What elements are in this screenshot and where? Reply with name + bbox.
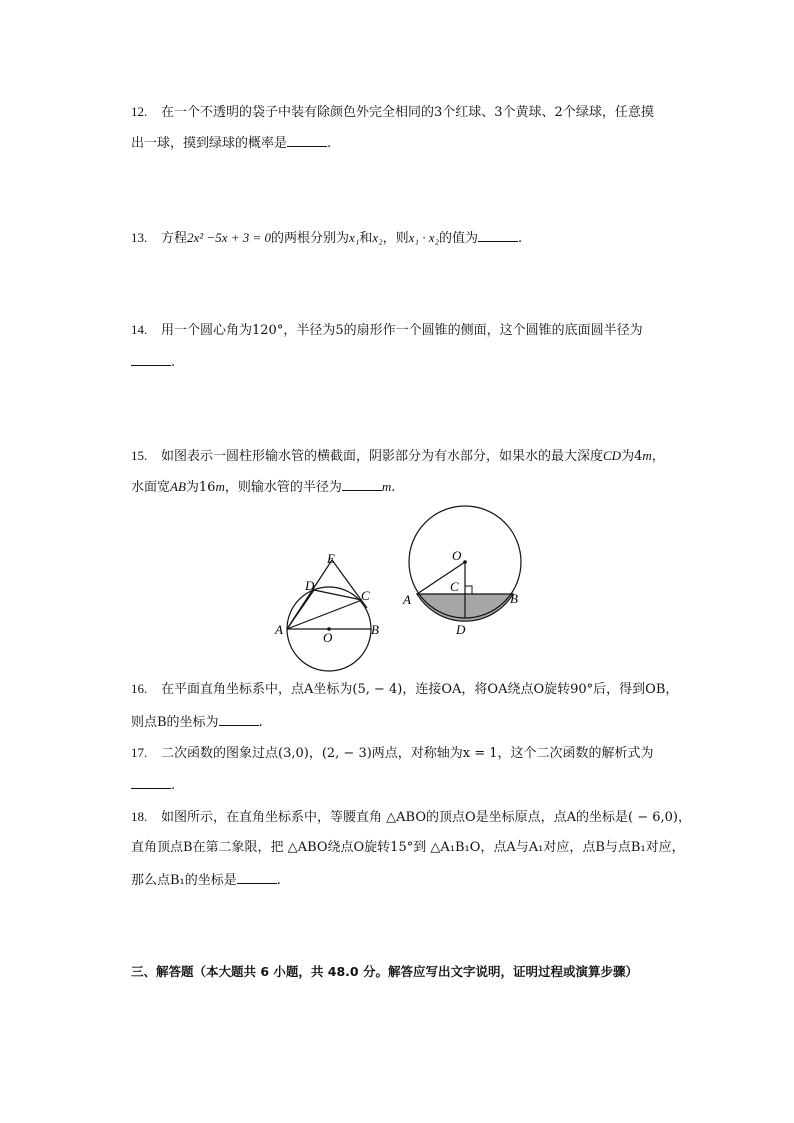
question-number: 13. [131,230,148,245]
period: . [171,778,176,793]
label-b: B [510,591,518,606]
question-text: ， [651,449,665,464]
section-heading: 三、解答题（本大题共 6 小题，共 48.0 分。解答应写出文字说明，证明过程或演算步骤） [131,964,638,979]
chord-ac [287,600,362,629]
unit-m: m [642,448,652,463]
question-14 [131,321,643,340]
unit-m: m [215,479,225,494]
question-text: 的值为 [439,231,479,246]
question-13 [131,229,522,248]
question-16-line2 [131,713,263,732]
label-d: D [305,578,315,593]
period: . [276,873,281,888]
question-text: 二次函数的图象过点(3,0)，(2, − 3)两点，对称轴为x = 1，这个二次函数的解析式为 [161,746,654,761]
unit-m: m [381,479,392,494]
question-15-line2 [131,478,395,497]
question-text: 为4 [621,449,643,464]
answer-blank[interactable] [287,134,327,147]
question-18-line3 [131,871,281,890]
question-text: 则点B的坐标为 [131,715,219,730]
question-16 [131,680,678,699]
label-a: A [275,622,283,637]
water-pipe-figure [400,500,525,640]
question-12 [131,103,654,122]
center-dot [463,560,467,564]
question-17 [131,744,654,763]
label-o: O [452,548,462,563]
label-c: C [361,588,370,603]
question-number: 12. [131,104,148,119]
question-number: 18. [131,809,148,824]
label-o: O [323,630,333,645]
question-text: 那么点B₁的坐标是 [131,873,237,888]
answer-blank[interactable] [131,353,171,366]
question-text: 用一个圆心角为120°，半径为5的扇形作一个圆锥的侧面，这个圆锥的底面圆半径为 [161,323,643,338]
circle-tangent-figure [270,548,395,673]
segment-cd: CD [603,448,622,463]
question-12-line2 [131,134,331,153]
question-text: 水面宽 [131,480,171,495]
question-text: 如图所示，在直角坐标系中，等腰直角 △ABO的顶点O是坐标原点，点A的坐标是( − 6,0)， [161,810,691,825]
question-text: ，则输水管的半径为 [224,480,342,495]
question-number: 16. [131,681,148,696]
period: . [258,715,263,730]
question-text: 在一个不透明的袋子中装有除颜色外完全相同的3个红球、3个黄球、2个绿球，任意摸 [161,105,654,120]
label-c: C [450,579,459,594]
right-angle-mark [465,586,472,594]
question-14-line2 [131,353,175,372]
question-18 [131,808,691,827]
var-x1: x₁ [349,230,360,245]
question-text: 的两根分别为 [271,231,350,246]
period: . [171,355,176,370]
label-d: D [456,622,466,637]
answer-blank[interactable] [478,229,518,242]
answer-blank[interactable] [237,871,277,884]
period: . [327,136,332,151]
product-expression: x₁ · x₂ [408,230,440,245]
segment-ab: AB [170,479,186,494]
question-text: 为16 [185,480,216,495]
question-number: 15. [131,448,148,463]
question-18-line2 [131,839,685,857]
answer-blank[interactable] [219,713,259,726]
question-15 [131,447,665,466]
answer-blank[interactable] [131,776,171,789]
question-text: 和 [359,231,373,246]
label-a: A [403,592,411,607]
question-number: 14. [131,322,148,337]
question-17-line2 [131,776,175,795]
answer-blank[interactable] [342,478,382,491]
var-x2: x₂ [372,230,383,245]
question-text: ，则 [382,231,409,246]
period: . [518,231,523,246]
period: . [391,480,396,495]
question-text: 直角顶点B在第二象限，把 △ABO绕点O旋转15°到 △A₁B₁O，点A与A₁对应，点B与点B₁对应， [131,840,685,855]
label-e: E [327,551,335,566]
question-text: 如图表示一圆柱形输水管的横截面，阴影部分为有水部分，如果水的最大深度 [161,449,604,464]
question-text: 方程 [161,231,188,246]
question-text: 在平面直角坐标系中，点A坐标为(5, − 4)，连接OA，将OA绕点O旋转90°后，得到OB， [161,682,679,697]
equation: 2x² −5x + 3 = 0 [187,230,272,245]
label-b: B [371,622,379,637]
question-text: 出一球，摸到绿球的概率是 [131,136,288,151]
question-number: 17. [131,745,148,760]
